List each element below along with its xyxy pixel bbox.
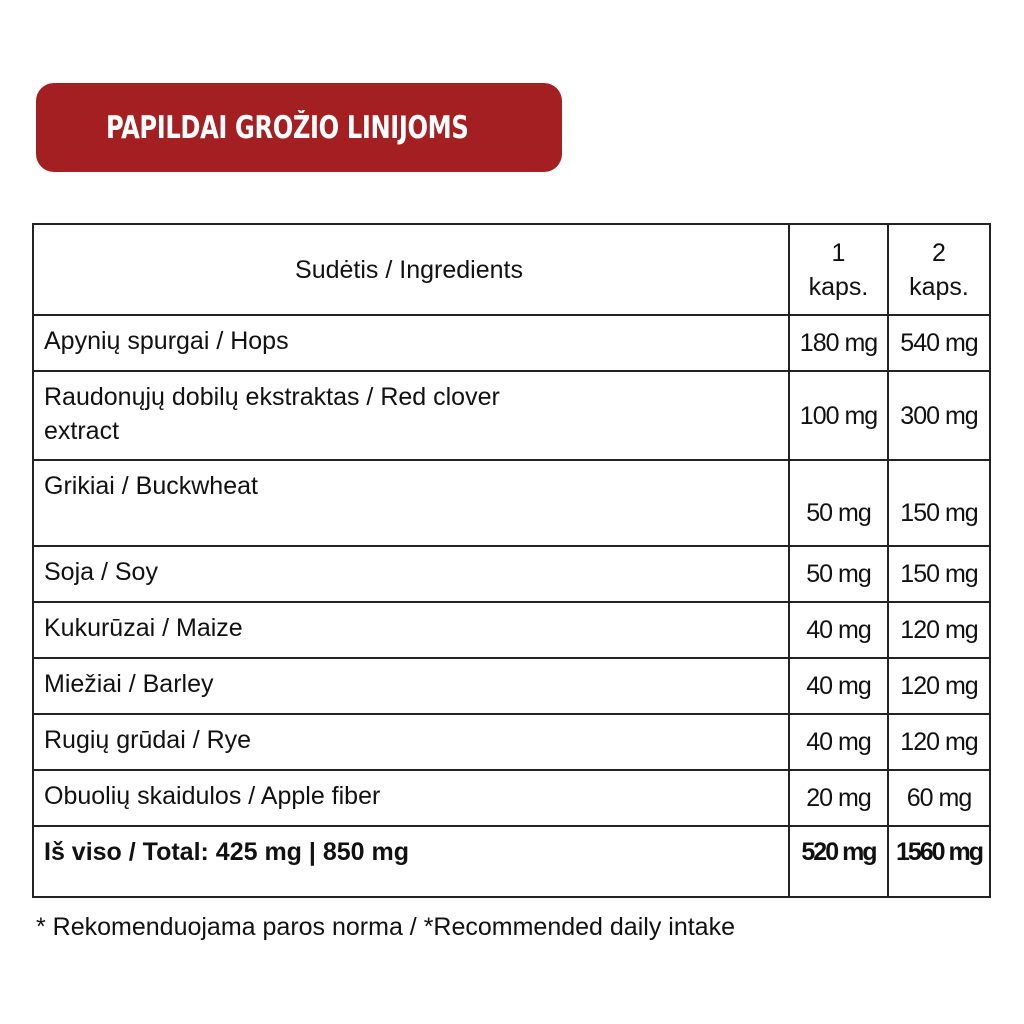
ingredient-name: Rugių grūdai / Rye xyxy=(33,714,789,770)
ingredient-name: Raudonųjų dobilų ekstraktas / Red clover extract xyxy=(33,371,789,460)
ingredient-name: Grikiai / Buckwheat xyxy=(33,460,789,546)
dose-two-capsules: 150 mg xyxy=(888,460,990,546)
header-one-capsule-unit: kaps. xyxy=(808,272,869,301)
ingredient-name: Soja / Soy xyxy=(33,546,789,602)
header-ingredients: Sudėtis / Ingredients xyxy=(33,224,789,315)
dose-one-capsule: 40 mg xyxy=(789,658,888,714)
header-one-capsule-count: 1 xyxy=(831,238,846,267)
dose-one-capsule: 50 mg xyxy=(789,546,888,602)
table-row xyxy=(33,371,990,460)
header-two-capsules xyxy=(888,224,990,315)
header-two-capsules-unit: kaps. xyxy=(909,272,969,301)
dose-one-capsule: 40 mg xyxy=(789,714,888,770)
dose-two-capsules: 120 mg xyxy=(888,714,990,770)
footnote: * Rekomenduojama paros norma / *Recommended daily intake xyxy=(36,913,735,941)
dose-two-capsules: 120 mg xyxy=(888,602,990,658)
ingredient-name: Miežiai / Barley xyxy=(33,658,789,714)
dose-two-capsules: 120 mg xyxy=(888,658,990,714)
table-row xyxy=(33,658,990,714)
dose-one-capsule: 20 mg xyxy=(789,770,888,826)
dose-two-capsules: 300 mg xyxy=(888,371,990,460)
total-one-capsule: 520 mg xyxy=(789,826,888,897)
header-two-capsules-count: 2 xyxy=(932,238,946,267)
dose-two-capsules: 60 mg xyxy=(888,770,990,826)
dose-two-capsules: 150 mg xyxy=(888,546,990,602)
table-total-row xyxy=(33,826,990,897)
table-row xyxy=(33,315,990,371)
table-row xyxy=(33,460,990,546)
title-banner xyxy=(36,83,562,172)
total-label: Iš viso / Total: 425 mg | 850 mg xyxy=(33,826,789,897)
table-row xyxy=(33,602,990,658)
ingredient-name: Apynių spurgai / Hops xyxy=(33,315,789,371)
table-row xyxy=(33,770,990,826)
ingredients-table xyxy=(32,223,991,898)
dose-one-capsule: 180 mg xyxy=(789,315,888,371)
ingredient-name: Kukurūzai / Maize xyxy=(33,602,789,658)
table-row xyxy=(33,546,990,602)
dose-one-capsule: 100 mg xyxy=(789,371,888,460)
header-one-capsule xyxy=(789,224,888,315)
banner-title: PAPILDAI GROŽIO LINIJOMS xyxy=(106,109,469,146)
total-two-capsules: 1560 mg xyxy=(888,826,990,897)
dose-two-capsules: 540 mg xyxy=(888,315,990,371)
table-header-row xyxy=(33,224,990,315)
ingredient-name: Obuolių skaidulos / Apple fiber xyxy=(33,770,789,826)
table-row xyxy=(33,714,990,770)
dose-one-capsule: 50 mg xyxy=(789,460,888,546)
dose-one-capsule: 40 mg xyxy=(789,602,888,658)
